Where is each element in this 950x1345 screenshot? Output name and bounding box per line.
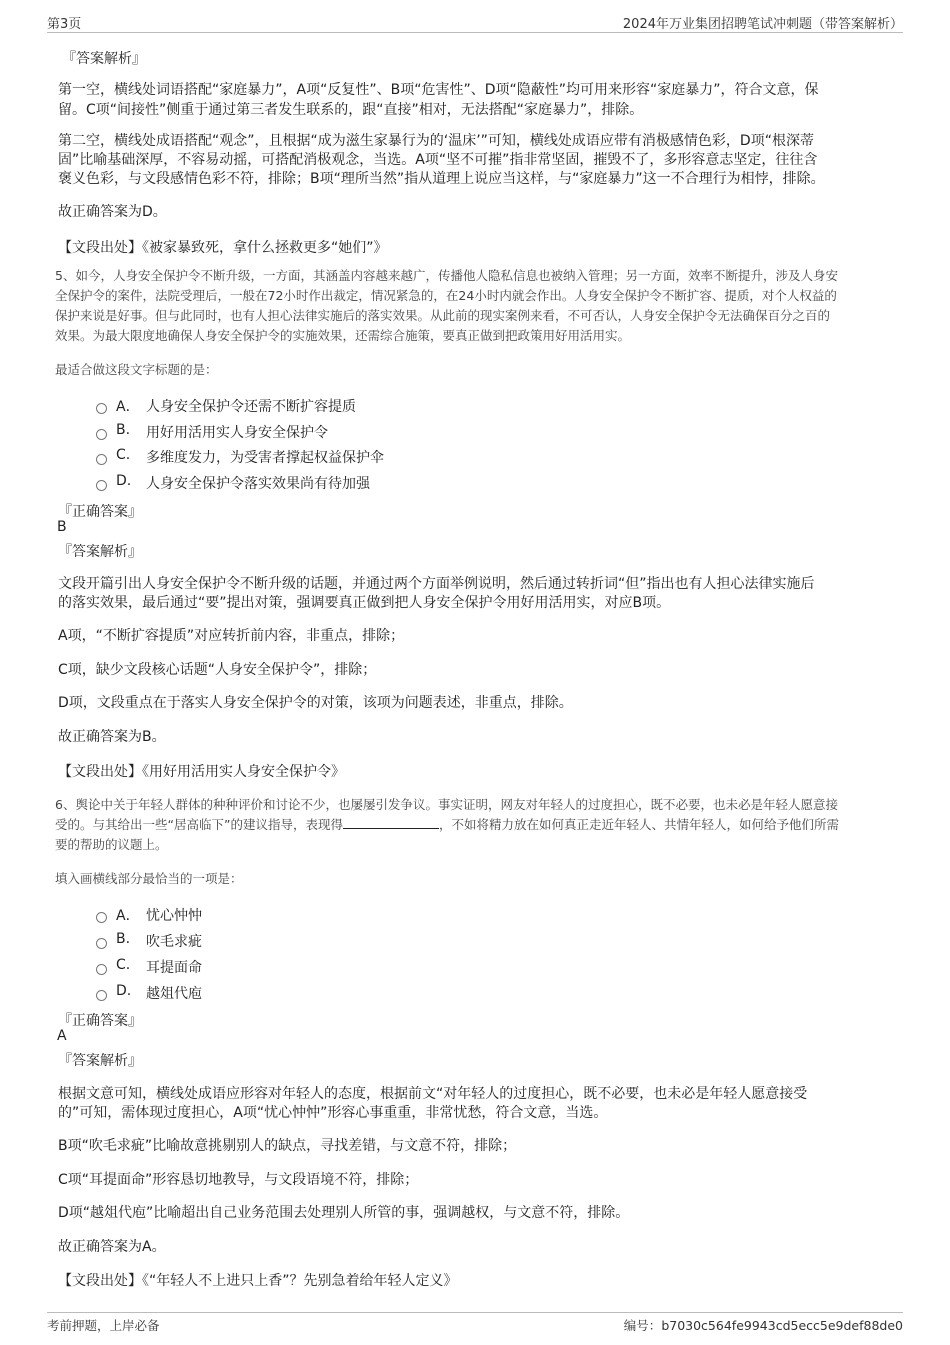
q6-analysis-label: 『答案解析』: [58, 1053, 142, 1069]
q5-conclusion: 故正确答案为B。: [58, 729, 166, 745]
radio-button[interactable]: [96, 403, 107, 414]
q6-stem-line3: 要的帮助的议题上。: [55, 837, 168, 852]
q5-stem-line3: 保护来说是好事。但与此同时，也有人担心法律实施后的落实效果。从此前的现实案例来看，不可否认，人身安全保护令无法确保百分之百的: [55, 308, 831, 323]
q5-stem-line4: 效果。为最大限度地确保人身安全保护令的实施效果，还需综合施策，要真正做到把政策用好用活用实。: [55, 328, 631, 343]
q4-analysis-label: 『答案解析』: [62, 51, 146, 67]
q6-correct-answer: A: [57, 1028, 67, 1044]
q6-correct-label: 『正确答案』: [58, 1013, 142, 1029]
fill-in-blank: [343, 816, 439, 829]
radio-button[interactable]: [96, 454, 107, 465]
q5-para-a: A项，“不断扩容提质”对应转折前内容，非重点，排除；: [58, 628, 405, 644]
q4-para1-line1: 第一空，横线处词语搭配“家庭暴力”，A项“反复性”、B项“危害性”、D项“隐蔽性”均可用来形容“家庭暴力”，符合文意，保: [58, 82, 819, 98]
q4-para1-line2: 留。C项“间接性”侧重于通过第三者发生联系的，跟“直接”相对，无法搭配“家庭暴力”，排除。: [58, 102, 644, 118]
q5-analysis-label: 『答案解析』: [58, 544, 142, 560]
page-number: 第3页: [47, 17, 82, 32]
q5-correct-answer: B: [57, 519, 67, 535]
q6-para-c: C项“耳提面命”形容恳切地教导，与文段语境不符，排除；: [58, 1172, 419, 1188]
q6-para1-line1: 根据文意可知，横线处成语应形容对年轻人的态度，根据前文“对年轻人的过度担心，既不必要，也未必是年轻人愿意接受: [58, 1086, 808, 1102]
q5-source: 【文段出处】《用好用活用实人身安全保护令》: [58, 764, 345, 780]
q6-para-b: B项“吹毛求疵”比喻故意挑剔别人的缺点，寻找差错，与文意不符，排除；: [58, 1138, 517, 1154]
q5-para1-line2: 的落实效果，最后通过“要”提出对策，强调要真正做到把人身安全保护令用好用活用实，对应B项。: [58, 595, 671, 611]
q5-para-c: C项，缺少文段核心话题“人身安全保护令”，排除；: [58, 662, 377, 678]
q4-conclusion: 故正确答案为D。: [58, 204, 167, 220]
q5-question: 最适合做这段文字标题的是：: [55, 362, 218, 377]
radio-button[interactable]: [96, 429, 107, 440]
radio-button[interactable]: [96, 990, 107, 1001]
q5-stem-line1: 5、如今，人身安全保护令不断升级，一方面，其涵盖内容越来越广，传播他人隐私信息也被纳入管理；另一方面，效率不断提升，涉及人身安: [55, 268, 838, 283]
q4-para2-line3: 褒义色彩，与文段感情色彩不符，排除；B项“理所当然”指从道理上说应当这样，与“家庭暴力”这一不合理行为相悖，排除。: [58, 171, 825, 187]
q6-para1-line2: 的”可知，需体现过度担心，A项“忧心忡忡”形容心事重重，非常忧愁，符合文意，当选。: [58, 1105, 608, 1121]
q4-para2-line1: 第二空，横线处成语搭配“观念”，且根据“成为滋生家暴行为的‘温床’”可知，横线处成语应带有消极感情色彩，D项“根深蒂: [58, 133, 814, 149]
document-id: 编号：b7030c564fe9943cd5ecc5e9def88de0: [623, 1318, 903, 1333]
page-footer: [47, 1312, 903, 1337]
radio-button[interactable]: [96, 964, 107, 975]
q6-stem-line2: 受的。与其给出一些“居高临下”的建议指导，表现得 ，不如将精力放在如何真正走近年轻人、共情年轻人，如何给予他们所需: [55, 817, 839, 832]
q6-question: 填入画横线部分最恰当的一项是：: [55, 871, 243, 886]
q5-para1-line1: 文段开篇引出人身安全保护令不断升级的话题，并通过两个方面举例说明，然后通过转折词“但”指出也有人担心法律实施后: [58, 576, 815, 592]
q6-source: 【文段出处】《“年轻人不上进只上香”？先别急着给年轻人定义》: [58, 1273, 458, 1289]
radio-button[interactable]: [96, 912, 107, 923]
q5-correct-label: 『正确答案』: [58, 504, 142, 520]
page-header: [47, 12, 903, 33]
q6-conclusion: 故正确答案为A。: [58, 1239, 166, 1255]
document-title: 2024年万业集团招聘笔试冲刺题（带答案解析）: [622, 17, 903, 32]
q4-para2-line2: 固”比喻基础深厚，不容易动摇，可搭配消极观念，当选。A项“坚不可摧”指非常坚固，摧毁不了，多形容意志坚定，往往含: [58, 152, 818, 168]
q5-para-d: D项，文段重点在于落实人身安全保护令的对策，该项为问题表述，非重点，排除。: [58, 695, 573, 711]
q4-source: 【文段出处】《被家暴致死，拿什么拯救更多“她们”》: [58, 240, 388, 256]
radio-button[interactable]: [96, 480, 107, 491]
footer-slogan: 考前押题，上岸必备: [47, 1318, 160, 1333]
q5-stem-line2: 全保护令的案件，法院受理后，一般在72小时作出裁定，情况紧急的，在24小时内就会作出。人身安全保护令不断扩容、提质，对个人权益的: [55, 288, 837, 303]
radio-button[interactable]: [96, 938, 107, 949]
q6-stem-line1: 6、舆论中关于年轻人群体的种种评价和讨论不少，也屡屡引发争议。事实证明，网友对年轻人的过度担心，既不必要，也未必是年轻人愿意接: [55, 797, 838, 812]
q6-para-d: D项“越俎代庖”比喻超出自己业务范围去处理别人所管的事，强调越权，与文意不符，排除。: [58, 1205, 630, 1221]
